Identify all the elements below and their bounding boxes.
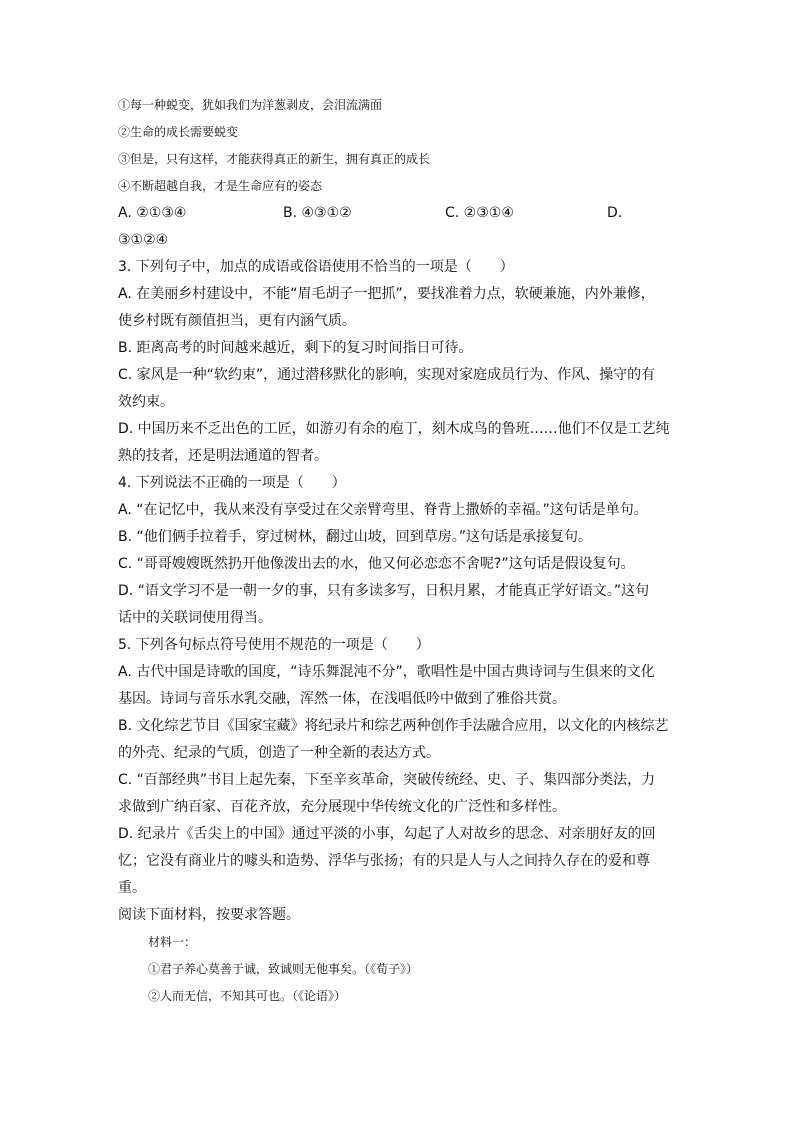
q5-option-d-line3: 重。 — [118, 880, 146, 896]
q5-option-d-line2: 忆；它没有商业片的噱头和造势、浮华与张扬；有的只是人与人之间持久存在的爱和尊 — [118, 853, 650, 869]
q2-option-d: D. — [607, 205, 623, 221]
document-page — [118, 92, 678, 1010]
q2-options — [118, 200, 678, 227]
q5-stem: 5. 下列各句标点符号使用不规范的一项是（ ） — [118, 637, 430, 653]
q4-option-b: B. “他们俩手拉着手，穿过树林，翻过山坡，回到草房。”这句话是承接复句。 — [118, 529, 593, 545]
q5-option-c-line2: 求做到广纳百家、百花齐放，充分展现中华传统文化的广泛性和多样性。 — [118, 799, 566, 815]
q2-option-c: C. ②③①④ — [445, 205, 514, 221]
q2-option-b: B. ④③①② — [283, 205, 352, 221]
q5-option-c-line1: C. “百部经典”书目上起先秦，下至辛亥革命，突破传统经、史、子、集四部分类法，力 — [118, 772, 656, 788]
q5-option-d-line1: D. 纪录片《舌尖上的中国》通过平淡的小事，勾起了人对故乡的思念、对亲朋好友的回 — [118, 826, 656, 842]
material-one-item-2: ②人而无信，不知其可也。（《论语》） — [148, 989, 347, 1003]
q5-option-b-line2: 的外壳、纪录的气质，创造了一种全新的表达方式。 — [118, 745, 440, 761]
q5-option-a-line1: A. 古代中国是诗歌的国度，“诗乐舞混沌不分”，歌唱性是中国古典诗词与生俱来的文化 — [118, 664, 655, 680]
q4-option-a: A. “在记忆中，我从来没有享受过在父亲臂弯里、脊背上撒娇的幸福。”这句话是单句。 — [118, 502, 648, 518]
q3-option-a-line1: A. 在美丽乡村建设中，不能“眉毛胡子一把抓”，要找准着力点，软硬兼施，内外兼修， — [118, 286, 655, 302]
q5-option-a-line2: 基因。诗词与音乐水乳交融，浑然一体，在浅唱低吟中做到了雅俗共赏。 — [118, 691, 566, 707]
q5-option-b-line1: B. 文化综艺节目《国家宝藏》将纪录片和综艺两种创作手法融合应用，以文化的内核综艺 — [118, 718, 669, 734]
q4-option-d-line1: D. “语文学习不是一朝一夕的事，只有多读多写，日积月累，才能真正学好语文。”这句 — [118, 583, 650, 599]
sentence-1: ①每一种蜕变，犹如我们为洋葱剥皮，会泪流满面 — [118, 98, 383, 112]
q4-option-c: C. “哥哥嫂嫂既然扔开他像泼出去的水，他又何必恋恋不舍呢?”这句话是假设复句。 — [118, 556, 635, 572]
reading-instruction: 阅读下面材料，按要求答题。 — [118, 907, 300, 923]
q3-option-d-line1: D. 中国历来不乏出色的工匠，如游刃有余的庖丁，刻木成鸟的鲁班……他们不仅是工艺纯 — [118, 421, 670, 437]
sentence-4: ④不断超越自我，才是生命应有的姿态 — [118, 179, 323, 193]
q3-option-c-line1: C. 家风是一种“软约束”，通过潜移默化的影响，实现对家庭成员行为、作风、操守的有 — [118, 367, 656, 383]
q2-option-a: A. ②①③④ — [118, 205, 187, 221]
q3-option-d-line2: 熟的技者，还是明法通道的智者。 — [118, 448, 328, 464]
q3-option-b: B. 距离高考的时间越来越近，剩下的复习时间指日可待。 — [118, 340, 473, 356]
material-one-item-1: ①君子养心莫善于诚，致诚则无他事矣。（《荀子》） — [148, 962, 419, 976]
sentence-2: ②生命的成长需要蜕变 — [118, 125, 239, 139]
material-one-title: 材料一： — [148, 935, 197, 949]
q3-stem: 3. 下列句子中，加点的成语或俗语使用不恰当的一项是（ ） — [118, 259, 514, 275]
q3-option-a-line2: 使乡村既有颜值担当，更有内涵气质。 — [118, 313, 356, 329]
q3-option-c-line2: 效约束。 — [118, 394, 174, 410]
q2-option-d-value: ③①②④ — [118, 232, 169, 248]
q4-option-d-line2: 话中的关联词使用得当。 — [118, 610, 272, 626]
q4-stem: 4. 下列说法不正确的一项是（ ） — [118, 475, 346, 491]
sentence-3: ③但是，只有这样，才能获得真正的新生，拥有真正的成长 — [118, 152, 431, 166]
